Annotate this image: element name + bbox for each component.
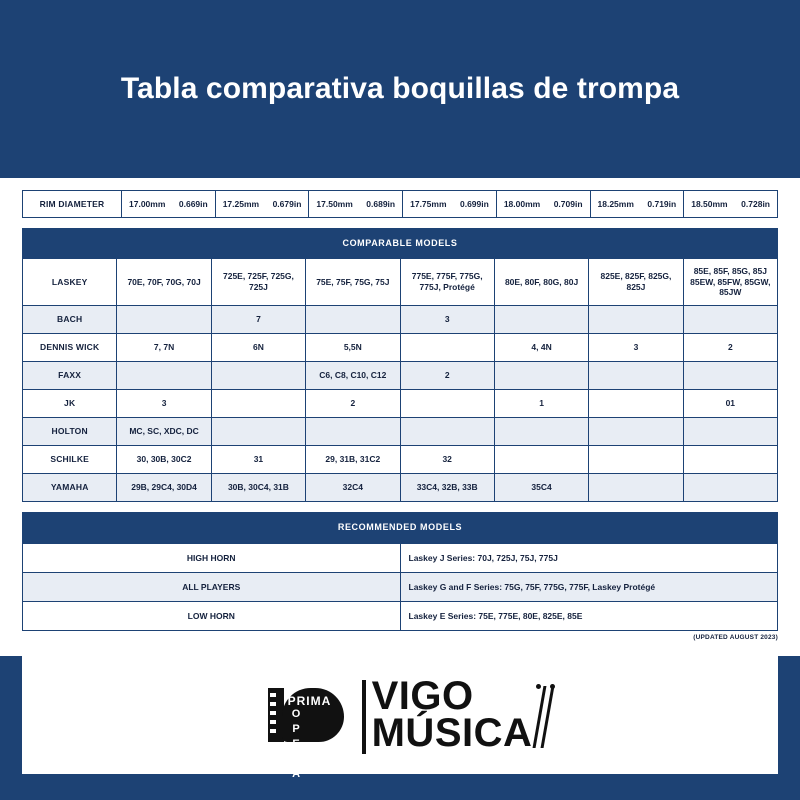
- model-cell: 31: [211, 446, 305, 474]
- opera-prima-label: PRIMA: [287, 694, 332, 708]
- opera-prima-icon: [268, 684, 356, 783]
- brand-label: YAMAHA: [23, 474, 117, 502]
- model-cell: [211, 390, 305, 418]
- musica-label: MÚSICA: [371, 711, 533, 755]
- recommended-label: ALL PLAYERS: [23, 573, 401, 602]
- model-cell: [589, 390, 683, 418]
- rim-mm: 18.50mm: [691, 198, 728, 209]
- rim-in: 0.669in: [178, 198, 208, 209]
- model-cell: 725E, 725F, 725G, 725J: [211, 259, 305, 306]
- model-cell: 4, 4N: [494, 334, 588, 362]
- rim-diameter-cell: [684, 191, 778, 218]
- model-cell: [400, 418, 494, 446]
- rim-mm: 17.00mm: [129, 198, 166, 209]
- brand-label: DENNIS WICK: [23, 334, 117, 362]
- table-row: [23, 390, 778, 418]
- brand-label: HOLTON: [23, 418, 117, 446]
- rim-diameter-cell: [215, 191, 309, 218]
- table-row: [23, 446, 778, 474]
- title-band: [0, 0, 800, 178]
- model-cell: 6N: [211, 334, 305, 362]
- model-cell: [494, 418, 588, 446]
- rim-diameter-table: [22, 190, 778, 218]
- recommended-label: LOW HORN: [23, 602, 401, 631]
- model-cell: [117, 306, 211, 334]
- rim-diameter-cell: [403, 191, 497, 218]
- model-cell: 32: [400, 446, 494, 474]
- model-cell: MC, SC, XDC, DC: [117, 418, 211, 446]
- rim-in: 0.709in: [553, 198, 583, 209]
- model-cell: [306, 306, 400, 334]
- table-row: [23, 259, 778, 306]
- brand-label: JK: [23, 390, 117, 418]
- comparable-models-table: [22, 228, 778, 502]
- model-cell: [494, 306, 588, 334]
- rim-diameter-cell: [122, 191, 216, 218]
- rim-diameter-label: RIM DIAMETER: [23, 191, 122, 218]
- page-title: Tabla comparativa boquillas de trompa: [120, 72, 680, 105]
- model-cell: [589, 362, 683, 390]
- recommended-label: HIGH HORN: [23, 544, 401, 573]
- rim-mm: 17.50mm: [316, 198, 353, 209]
- recommended-value: Laskey J Series: 70J, 725J, 75J, 775J: [400, 544, 778, 573]
- rim-diameter-cell: [590, 191, 684, 218]
- model-cell: 29, 31B, 31C2: [306, 446, 400, 474]
- model-cell: 01: [683, 390, 777, 418]
- table-row: [23, 362, 778, 390]
- model-cell: 2: [306, 390, 400, 418]
- logo-bar-icon: [362, 680, 366, 754]
- rim-in: 0.689in: [366, 198, 396, 209]
- model-cell: 29B, 29C4, 30D4: [117, 474, 211, 502]
- model-cell: 85E, 85F, 85G, 85J 85EW, 85FW, 85GW, 85JW: [683, 259, 777, 306]
- model-cell: 80E, 80F, 80G, 80J: [494, 259, 588, 306]
- model-cell: [211, 418, 305, 446]
- table-row: [23, 602, 778, 631]
- rim-in: 0.679in: [272, 198, 302, 209]
- content-sheet: [0, 178, 800, 656]
- logo-sheet: [22, 656, 778, 783]
- brand-logo: [268, 674, 533, 783]
- model-cell: 7, 7N: [117, 334, 211, 362]
- table-row: [23, 191, 778, 218]
- model-cell: [117, 362, 211, 390]
- model-cell: C6, C8, C10, C12: [306, 362, 400, 390]
- comparable-models-header-row: [23, 229, 778, 259]
- model-cell: 775E, 775F, 775G, 775J, Protégé: [400, 259, 494, 306]
- rim-mm: 17.75mm: [410, 198, 447, 209]
- model-cell: 1: [494, 390, 588, 418]
- recommended-models-table: [22, 512, 778, 631]
- rim-diameter-cell: [496, 191, 590, 218]
- model-cell: 30, 30B, 30C2: [117, 446, 211, 474]
- model-cell: 30B, 30C4, 31B: [211, 474, 305, 502]
- model-cell: 3: [400, 306, 494, 334]
- model-cell: [306, 418, 400, 446]
- model-cell: 2: [683, 334, 777, 362]
- model-cell: [494, 362, 588, 390]
- spacer: [22, 218, 778, 228]
- model-cell: [400, 334, 494, 362]
- model-cell: 3: [589, 334, 683, 362]
- recommended-value: Laskey G and F Series: 75G, 75F, 775G, 775F, Laskey Protégé: [400, 573, 778, 602]
- model-cell: 32C4: [306, 474, 400, 502]
- brand-label: BACH: [23, 306, 117, 334]
- recommended-models-header: RECOMMENDED MODELS: [23, 513, 778, 544]
- table-row: [23, 306, 778, 334]
- vigo-label: VIGO: [371, 674, 474, 719]
- model-cell: [494, 446, 588, 474]
- model-cell: [589, 446, 683, 474]
- model-cell: [683, 446, 777, 474]
- model-cell: [400, 390, 494, 418]
- rim-mm: 18.25mm: [597, 198, 634, 209]
- model-cell: 75E, 75F, 75G, 75J: [306, 259, 400, 306]
- model-cell: 33C4, 32B, 33B: [400, 474, 494, 502]
- brand-label: FAXX: [23, 362, 117, 390]
- rim-mm: 17.25mm: [222, 198, 260, 209]
- table-row: [23, 334, 778, 362]
- model-cell: [589, 306, 683, 334]
- model-cell: 70E, 70F, 70G, 70J: [117, 259, 211, 306]
- model-cell: [589, 418, 683, 446]
- recommended-value: Laskey E Series: 75E, 775E, 80E, 825E, 85E: [400, 602, 778, 631]
- model-cell: [683, 362, 777, 390]
- model-cell: [589, 474, 683, 502]
- model-cell: [683, 306, 777, 334]
- brand-label: LASKEY: [23, 259, 117, 306]
- model-cell: 2: [400, 362, 494, 390]
- comparable-models-header: COMPARABLE MODELS: [23, 229, 778, 259]
- rim-mm: 18.00mm: [503, 198, 541, 209]
- model-cell: [683, 418, 777, 446]
- logo-band: [0, 656, 800, 800]
- table-row: [23, 573, 778, 602]
- model-cell: 35C4: [494, 474, 588, 502]
- vigo-musica-wordmark: [366, 674, 533, 755]
- rim-diameter-cell: [309, 191, 403, 218]
- logo-dots-icon: [536, 684, 558, 750]
- spacer: [22, 502, 778, 512]
- updated-note: (UPDATED AUGUST 2023): [693, 634, 778, 641]
- table-row: [23, 474, 778, 502]
- brand-label: SCHILKE: [23, 446, 117, 474]
- rim-in: 0.699in: [459, 198, 489, 209]
- model-cell: [683, 474, 777, 502]
- model-cell: 5,5N: [306, 334, 400, 362]
- opera-label: OPERA: [290, 708, 303, 783]
- model-cell: 825E, 825F, 825G, 825J: [589, 259, 683, 306]
- model-cell: [211, 362, 305, 390]
- model-cell: 3: [117, 390, 211, 418]
- table-row: [23, 418, 778, 446]
- rim-in: 0.719in: [647, 198, 677, 209]
- rim-in: 0.728in: [741, 198, 770, 209]
- table-row: [23, 544, 778, 573]
- model-cell: 7: [211, 306, 305, 334]
- recommended-models-header-row: [23, 513, 778, 544]
